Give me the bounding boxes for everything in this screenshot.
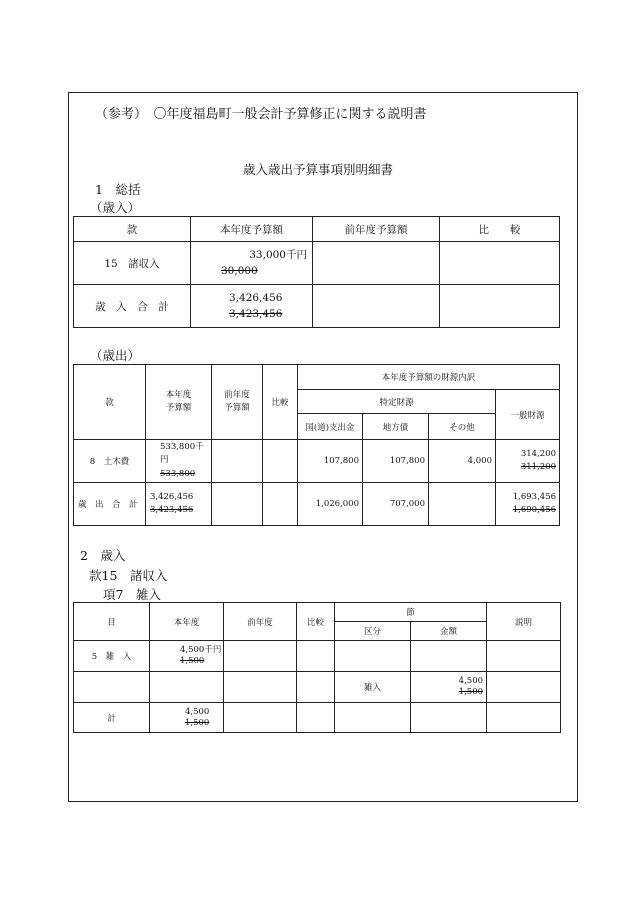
row-name: 15 諸収入 xyxy=(74,242,191,285)
header-prev: 前年度予算額 xyxy=(313,217,440,242)
diff-cell xyxy=(263,483,298,526)
prev-cell xyxy=(212,440,263,483)
amount-cell xyxy=(146,483,212,526)
table-row xyxy=(74,703,561,733)
header-diff: 比較 xyxy=(297,603,335,641)
revenue-summary-table xyxy=(73,216,560,328)
amount-cell xyxy=(150,641,224,672)
header-prev-line2: 予算額 xyxy=(224,403,250,413)
revenue-label: （歳入） xyxy=(90,200,141,215)
note-cell xyxy=(487,641,561,672)
table-row xyxy=(74,440,560,483)
amount-old: 3,423,456 xyxy=(229,308,283,320)
prev-cell xyxy=(224,703,297,733)
amount-current: 3,426,456 xyxy=(229,291,283,304)
amount-cell xyxy=(191,285,313,328)
moku-cell: 5 雑 入 xyxy=(74,641,150,672)
moku-cell: 計 xyxy=(74,703,150,733)
kubun-cell: 雑入 xyxy=(335,672,411,703)
row-name: 8 土木費 xyxy=(74,440,146,483)
kubun-cell xyxy=(335,641,411,672)
kubun-cell xyxy=(335,703,411,733)
kan-heading: 款15 諸収入 xyxy=(89,568,168,583)
amount-old: 1,500 xyxy=(180,656,205,666)
diff-cell xyxy=(263,440,298,483)
table-row xyxy=(74,641,561,672)
header-setsu: 節 xyxy=(335,603,487,622)
table-row xyxy=(74,483,560,526)
local-bond-cell: 707,000 xyxy=(363,483,429,526)
header-note: 説明 xyxy=(487,603,561,641)
amount-old: 3,423,456 xyxy=(150,505,194,515)
note-cell xyxy=(487,672,561,703)
header-specific: 特定財源 xyxy=(298,390,496,414)
setsu-amount-cell xyxy=(411,641,487,672)
general-current: 1,693,456 xyxy=(512,491,557,502)
header-general: 一般財源 xyxy=(496,390,560,440)
national-cell: 1,026,000 xyxy=(298,483,363,526)
header-prev xyxy=(212,365,263,440)
diff-cell xyxy=(297,641,335,672)
amount-old: 1,500 xyxy=(185,717,210,728)
header-breakdown: 本年度予算額の財源内訳 xyxy=(298,365,560,390)
header-diff: 比 較 xyxy=(440,217,560,242)
page-title: 歳入歳出予算事項別明細書 xyxy=(243,162,394,177)
setsu-amount-cell xyxy=(411,703,487,733)
setsu-amount-current: 4,500 xyxy=(458,676,484,687)
local-bond-cell: 107,800 xyxy=(363,440,429,483)
general-cell xyxy=(496,440,560,483)
header-prev-line1: 前年度 xyxy=(224,389,250,400)
expenditure-label: （歳出） xyxy=(90,348,141,363)
detail-table xyxy=(73,602,561,733)
setsu-amount-cell xyxy=(411,672,487,703)
diff-cell xyxy=(297,672,335,703)
general-old: 1,690,456 xyxy=(512,505,557,515)
diff-cell xyxy=(440,242,560,285)
amount-current: 4,500千円 xyxy=(180,645,222,656)
moku-cell xyxy=(74,672,150,703)
header-diff: 比較 xyxy=(263,365,298,440)
amount-current: 533,800千円 xyxy=(160,442,204,466)
setsu-amount-old: 1,500 xyxy=(458,687,484,697)
header-kan: 款 xyxy=(74,365,146,440)
general-old: 311,200 xyxy=(520,462,557,472)
general-current: 314,200 xyxy=(520,448,557,459)
amount-old: 533,800 xyxy=(160,468,196,479)
header-current: 本年度 xyxy=(150,603,224,641)
header-national: 国(道)支出金 xyxy=(298,414,363,440)
header-kubun: 区分 xyxy=(335,622,411,641)
section-heading-revenue: 2 歳入 xyxy=(80,548,126,563)
diff-cell xyxy=(440,285,560,328)
prev-cell xyxy=(224,641,297,672)
header-kan: 款 xyxy=(74,217,191,242)
amount-cell xyxy=(146,440,212,483)
other-cell: 4,000 xyxy=(429,440,496,483)
header-prev: 前年度 xyxy=(224,603,297,641)
other-cell xyxy=(429,483,496,526)
header-local-bond: 地方債 xyxy=(363,414,429,440)
reference-header: （参考） 〇年度福島町一般会計予算修正に関する説明書 xyxy=(95,107,427,122)
section-heading-summary: 1 総括 xyxy=(95,182,141,197)
kou-heading: 項7 雑入 xyxy=(103,587,161,602)
expenditure-summary-table xyxy=(73,364,560,526)
national-cell: 107,800 xyxy=(298,440,363,483)
prev-cell xyxy=(313,285,440,328)
header-other: その他 xyxy=(429,414,496,440)
amount-cell xyxy=(191,242,313,285)
prev-cell xyxy=(313,242,440,285)
amount-cell xyxy=(150,672,224,703)
amount-current: 33,000千円 xyxy=(249,248,307,261)
header-current-line2: 予算額 xyxy=(165,403,192,413)
header-moku: 目 xyxy=(74,603,150,641)
header-current-line1: 本年度 xyxy=(165,389,192,400)
note-cell xyxy=(487,703,561,733)
header-current: 本年度予算額 xyxy=(191,217,313,242)
table-row xyxy=(74,285,560,328)
prev-cell xyxy=(224,672,297,703)
amount-current: 4,500 xyxy=(185,706,210,717)
prev-cell xyxy=(212,483,263,526)
row-name: 歳 入 合 計 xyxy=(74,285,191,328)
general-cell xyxy=(496,483,560,526)
header-amount: 金額 xyxy=(411,622,487,641)
table-row xyxy=(74,242,560,285)
amount-old: 30,000 xyxy=(221,265,258,277)
amount-current: 3,426,456 xyxy=(150,491,194,502)
diff-cell xyxy=(297,703,335,733)
row-name: 歳 出 合 計 xyxy=(74,483,146,526)
table-row xyxy=(74,672,561,703)
amount-cell xyxy=(150,703,224,733)
header-current xyxy=(146,365,212,440)
